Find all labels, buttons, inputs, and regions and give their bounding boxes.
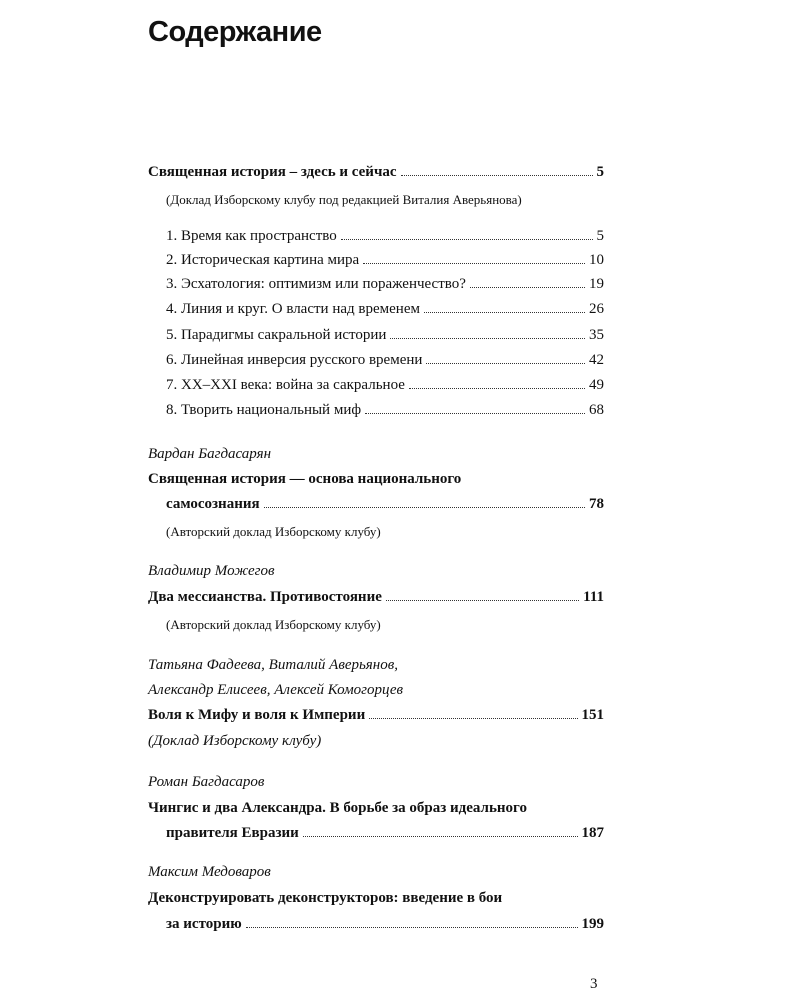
page-title: Содержание xyxy=(148,16,322,48)
toc-subentry-title: 6. Линейная инверсия русского времени xyxy=(166,352,423,368)
toc-subentry[interactable] xyxy=(166,325,604,345)
toc-subentry[interactable] xyxy=(166,375,604,395)
toc-entry-two-messianisms[interactable] xyxy=(148,587,604,607)
toc-entry-page: 111 xyxy=(583,589,604,605)
toc-subentry[interactable] xyxy=(166,400,604,420)
toc-subentry[interactable] xyxy=(166,274,604,294)
toc-author: Вардан Багдасарян xyxy=(148,446,272,462)
toc-entry-page: 187 xyxy=(581,825,604,841)
page-number: 3 xyxy=(590,976,598,992)
toc-entry-title: Воля к Мифу и воля к Империи xyxy=(148,707,366,723)
toc-author: Максим Медоваров xyxy=(148,864,271,880)
toc-subentry[interactable] xyxy=(166,226,604,246)
toc-note: (Доклад Изборскому клубу) xyxy=(148,733,322,749)
toc-subentry-page: 35 xyxy=(589,327,604,343)
leader-dots xyxy=(341,239,593,240)
toc-entry-title: за историю xyxy=(166,916,242,932)
leader-dots xyxy=(369,718,577,719)
toc-subentry-page: 5 xyxy=(596,228,604,244)
toc-subentry-title: 3. Эсхатология: оптимизм или пораженчество? xyxy=(166,276,466,292)
leader-dots xyxy=(470,287,585,288)
toc-subentry-title: 7. XX–XXI века: война за сакральное xyxy=(166,377,405,393)
toc-note: (Авторский доклад Изборскому клубу) xyxy=(166,524,381,539)
toc-author: Александр Елисеев, Алексей Комогорцев xyxy=(148,682,404,698)
toc-entry-title: Священная история – здесь и сейчас xyxy=(148,164,397,180)
toc-subentry-page: 49 xyxy=(589,377,604,393)
toc-subentry-page: 68 xyxy=(589,402,604,418)
toc-author: Татьяна Фадеева, Виталий Аверьянов, xyxy=(148,657,398,673)
toc-entry-title: правителя Евразии xyxy=(166,825,299,841)
leader-dots xyxy=(303,836,578,837)
toc-entry-page: 5 xyxy=(596,164,604,180)
toc-subentry-page: 10 xyxy=(589,252,604,268)
leader-dots xyxy=(401,175,593,176)
toc-entry-page: 78 xyxy=(589,496,604,512)
toc-entry-will-to-myth[interactable] xyxy=(148,705,604,725)
toc-entry-title: самосознания xyxy=(166,496,260,512)
toc-subentry[interactable] xyxy=(166,299,604,319)
toc-author: Роман Багдасаров xyxy=(148,774,265,790)
toc-entry-continuation[interactable] xyxy=(166,494,604,514)
leader-dots xyxy=(363,263,585,264)
toc-author: Владимир Можегов xyxy=(148,563,275,579)
toc-note: (Авторский доклад Изборскому клубу) xyxy=(166,617,381,632)
toc-entry-sacred-history[interactable] xyxy=(148,162,604,182)
leader-dots xyxy=(390,338,585,339)
toc-subentry-page: 42 xyxy=(589,352,604,368)
toc-subentry-title: 8. Творить национальный миф xyxy=(166,402,362,418)
leader-dots xyxy=(264,507,585,508)
toc-entry-title[interactable]: Деконструировать деконструкторов: введение в бои xyxy=(148,890,503,906)
toc-entry-continuation[interactable] xyxy=(166,823,604,843)
leader-dots xyxy=(426,363,585,364)
leader-dots xyxy=(424,312,585,313)
toc-note: (Доклад Изборскому клубу под редакцией Виталия Аверьянова) xyxy=(166,192,522,207)
toc-entry-title: Два мессианства. Противостояние xyxy=(148,589,382,605)
toc-subentry[interactable] xyxy=(166,250,604,270)
toc-subentry-title: 5. Парадигмы сакральной истории xyxy=(166,327,387,343)
leader-dots xyxy=(365,413,585,414)
toc-subentry-page: 19 xyxy=(589,276,604,292)
toc-subentry-title: 1. Время как пространство xyxy=(166,228,337,244)
leader-dots xyxy=(246,927,578,928)
toc-subentry-title: 2. Историческая картина мира xyxy=(166,252,360,268)
toc-subentry[interactable] xyxy=(166,350,604,370)
toc-subentry-page: 26 xyxy=(589,301,604,317)
toc-entry-title[interactable]: Священная история — основа национального xyxy=(148,471,462,487)
toc-entry-title[interactable]: Чингис и два Александра. В борьбе за образ идеального xyxy=(148,800,527,816)
toc-entry-page: 151 xyxy=(581,707,604,723)
leader-dots xyxy=(409,388,585,389)
toc-entry-page: 199 xyxy=(581,916,604,932)
toc-subentry-title: 4. Линия и круг. О власти над временем xyxy=(166,301,420,317)
leader-dots xyxy=(386,600,579,601)
toc-entry-continuation[interactable] xyxy=(166,914,604,934)
